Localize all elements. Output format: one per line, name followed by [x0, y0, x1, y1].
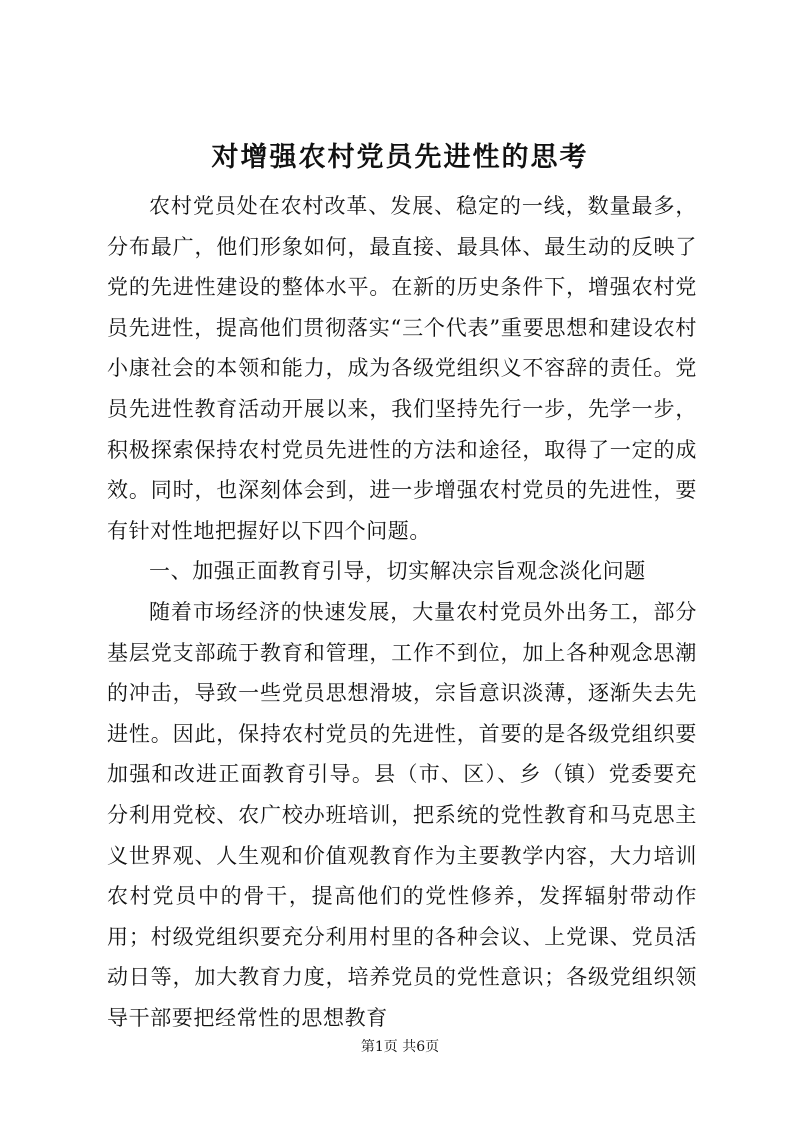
paragraph-section-1: 随着市场经济的快速发展，大量农村党员外出务工，部分基层党支部疏于教育和管理，工作不到位，加上各种观念思潮的冲击，导致一些党员思想滑坡，宗旨意识淡薄，逐渐失去先进性。因此，保持农村党员的先进性，首要的是各级党组织要加强和改进正面教育引导。县（市、区）、乡（镇）党委要充分利用党校、农广校办班培训，把系统的党性教育和马克思主义世界观、人生观和价值观教育作为主要教学内容，大力培训农村党员中的骨干，提高他们的党性修养，发挥辐射带动作用；村级党组织要充分利用村里的各种会议、上党课、党员活动日等，加大教育力度，培养党员的党性意识；各级党组织领导干部要把经常性的思想教育 — [107, 599, 697, 1030]
section-heading-1: 一、加强正面教育引导，切实解决宗旨观念淡化问题 — [149, 559, 646, 584]
page-footer: 第1页 共6页 — [360, 1039, 440, 1055]
document-title: 对增强农村党员先进性的思考 — [211, 142, 589, 173]
document-body — [107, 186, 697, 1038]
paragraph-intro: 农村党员处在农村改革、发展、稳定的一线，数量最多，分布最广，他们形象如何，最直接、最具体、最生动的反映了党的先进性建设的整体水平。在新的历史条件下，增强农村党员先进性，提高他们贯彻落实“三个代表”重要思想和建设农村小康社会的本领和能力，成为各级党组织义不容辞的责任。党员先进性教育活动开展以来，我们坚持先行一步，先学一步，积极探索保持农村党员先进性的方法和途径，取得了一定的成效。同时，也深刻体会到，进一步增强农村党员的先进性，要有针对性地把握好以下四个问题。 — [107, 194, 697, 543]
